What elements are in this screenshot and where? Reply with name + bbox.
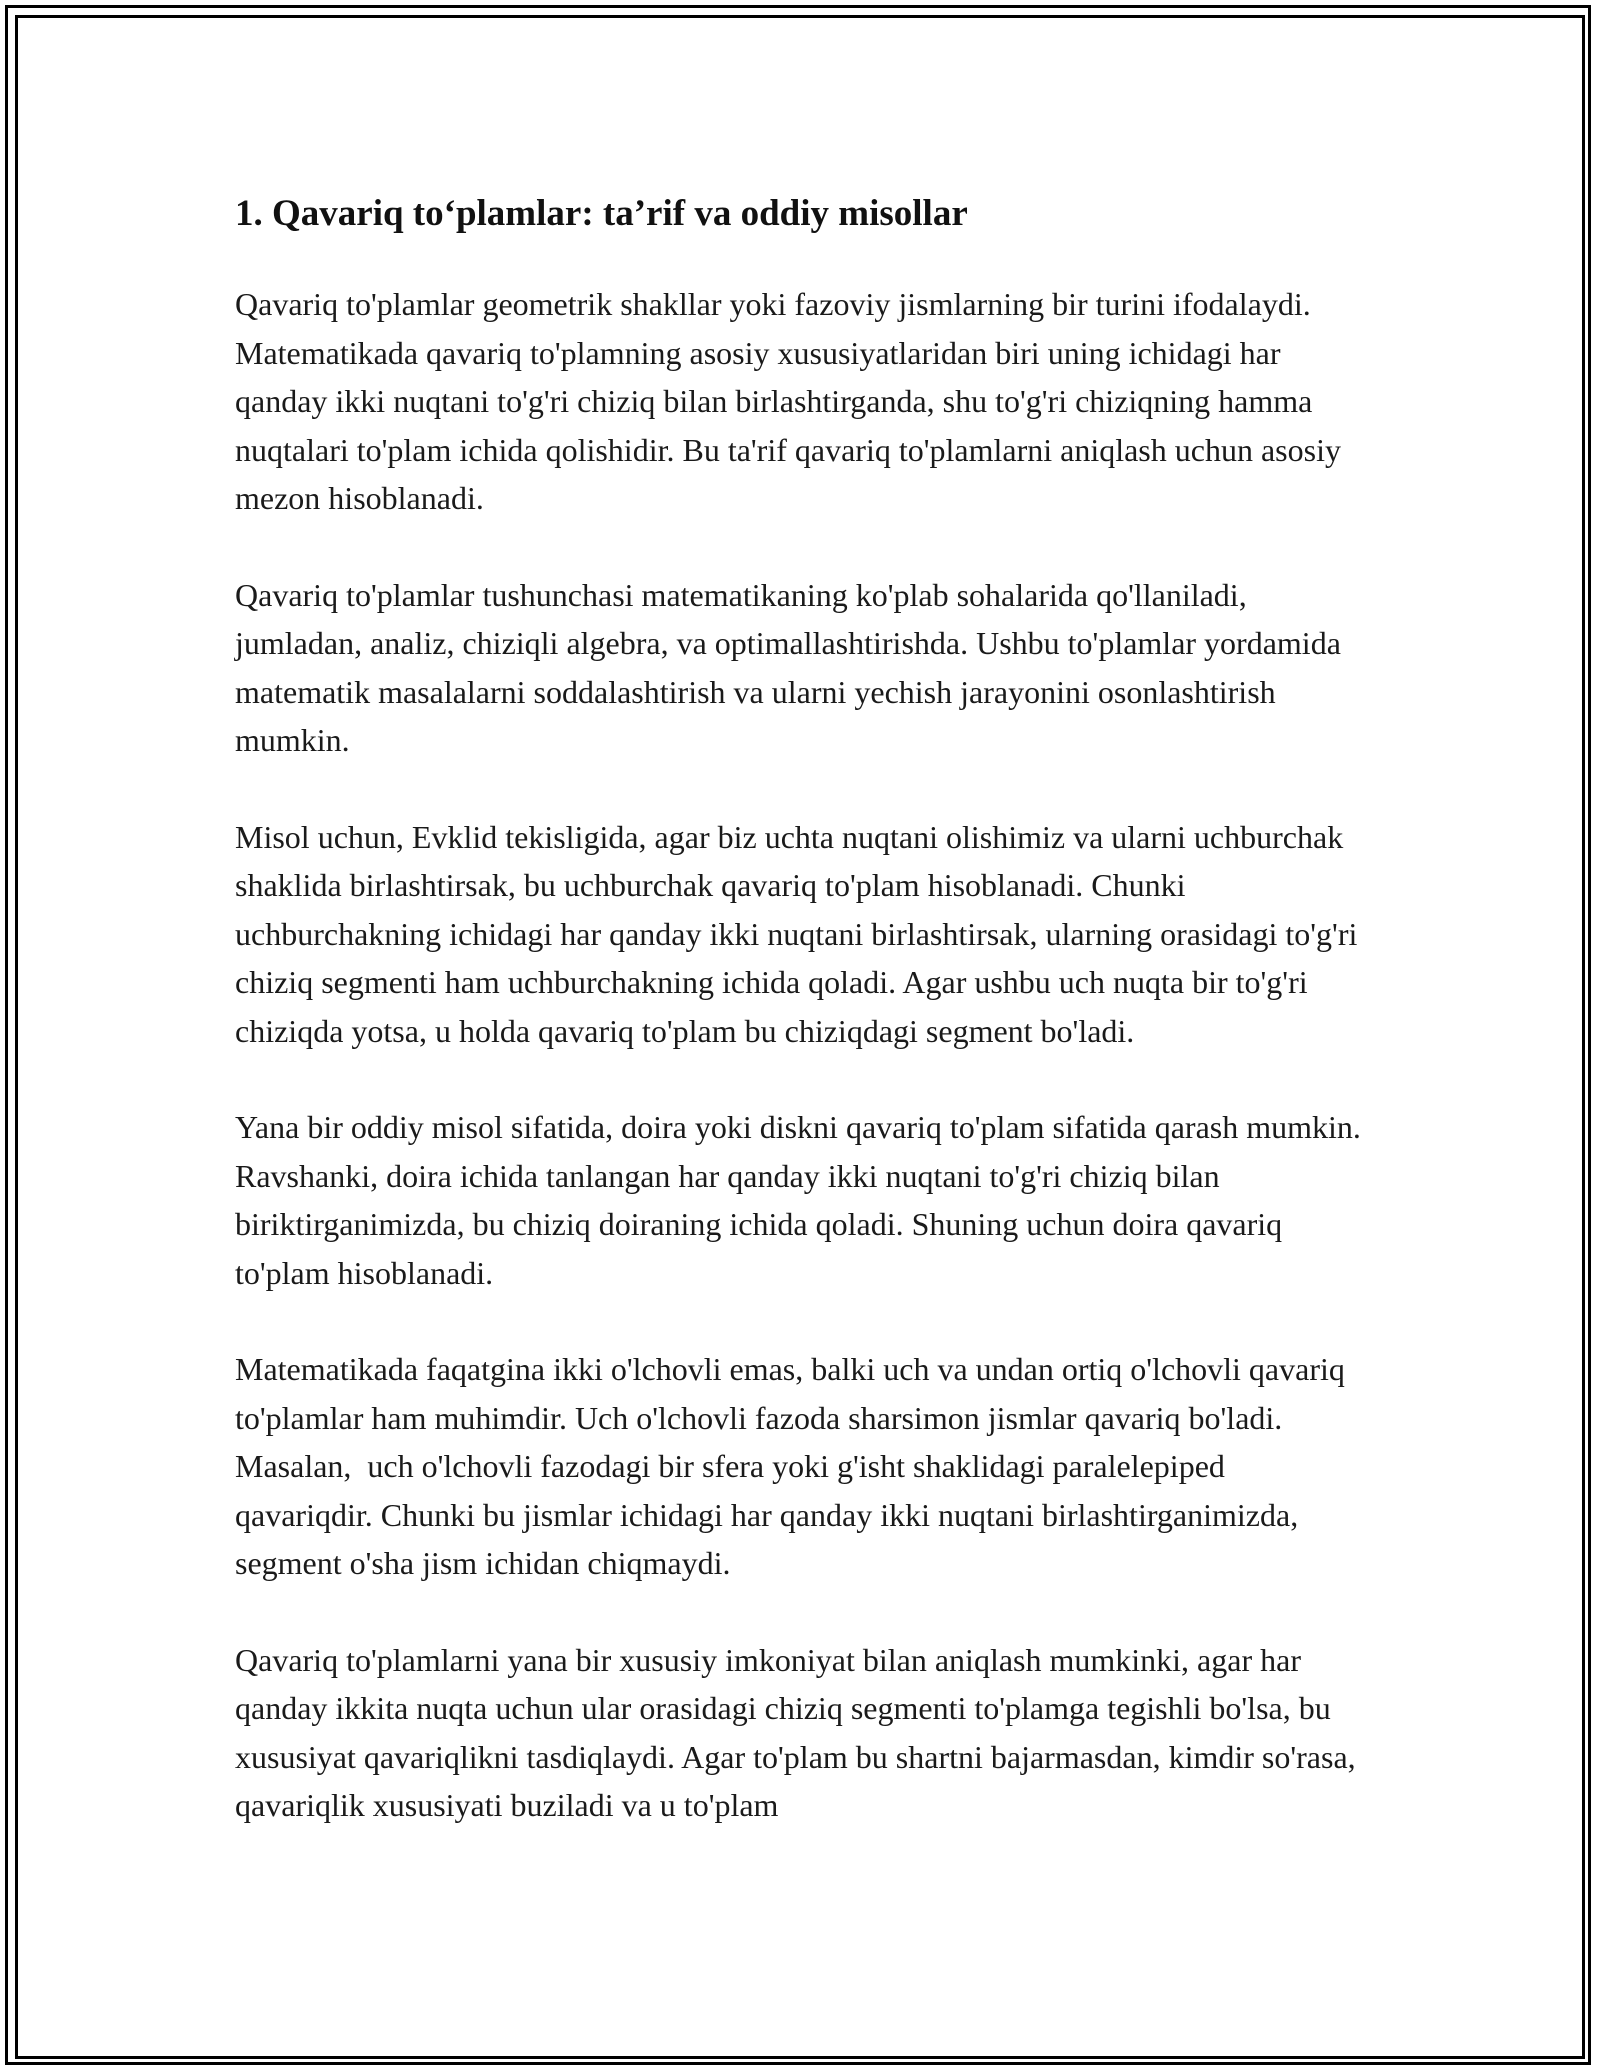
section-title: 1. Qavariq to‘plamlar: ta’rif va oddiy misollar	[235, 193, 968, 234]
page-content	[235, 188, 1369, 1878]
paragraph-segment-property: Qavariq to'plamlarni yana bir xususiy imkoniyat bilan aniqlash mumkinki, agar har qanday ikkita nuqta uchun ular orasidagi chiziq segmenti to'plamga tegishli bo'lsa, bu xususiyat qavariqlikni tasdiqlaydi. Agar to'plam bu shartni bajarmasdan, kimdir so'rasa, qavariqlik xususiyati buziladi va u to'plam	[235, 1641, 1364, 1823]
paragraph-definition: Qavariq to'plamlar geometrik shakllar yoki fazoviy jismlarning bir turini ifodalaydi. Matematikada qavariq to'plamning asosiy xususiyatlaridan biri uning ichidagi har qanday ikki nuqtani to'g'ri chiziq bilan birlashtirganda, shu to'g'ri chiziqning hamma nuqtalari to'plam ichida qolishidir. Bu ta'rif qavariq to'plamlarni aniqlash uchun asosiy mezon hisoblanadi.	[235, 286, 1349, 516]
paragraph-applications: Qavariq to'plamlar tushunchasi matematikaning ko'plab sohalarida qo'llaniladi, jumladan, analiz, chiziqli algebra, va optimallashtirishda. Ushbu to'plamlar yordamida matematik masalalarni soddalashtirish va ularni yechish jarayonini osonlashtirish mumkin.	[235, 576, 1349, 758]
paragraph-triangle-example: Misol uchun, Evklid tekisligida, agar biz uchta nuqtani olishimiz va ularni uchburchak shaklida birlashtirsak, bu uchburchak qavariq to'plam hisoblanadi. Chunki uchburchakning ichidagi har qanday ikki nuqtani birlashtirsak, ularning orasidagi to'g'ri chiziq segmenti ham uchburchakning ichida qoladi. Agar ushbu uch nuqta bir to'g'ri chiziqda yotsa, u holda qavariq to'plam bu chiziqdagi segment bo'ladi.	[235, 818, 1366, 1049]
paragraph-three-dimensional: Matematikada faqatgina ikki o'lchovli emas, balki uch va undan ortiq o'lchovli qavariq to'plamlar ham muhimdir. Uch o'lchovli fazoda sharsimon jismlar qavariq bo'ladi. Masalan, uch o'lchovli fazodagi bir sfera yoki g'isht shaklidagi paralelepiped qavariqdir. Chunki bu jismlar ichidagi har qanday ikki nuqtani birlashtirganimizda, segment o'sha jism ichidan chiqmaydi.	[235, 1351, 1353, 1581]
paragraph-disk-example: Yana bir oddiy misol sifatida, doira yoki diskni qavariq to'plam sifatida qarash mumkin. Ravshanki, doira ichida tanlangan har qanday ikki nuqtani to'g'ri chiziq bilan biriktirganimizda, bu chiziq doiraning ichida qoladi. Shuning uchun doira qavariq to'plam hisoblanadi.	[235, 1109, 1369, 1291]
